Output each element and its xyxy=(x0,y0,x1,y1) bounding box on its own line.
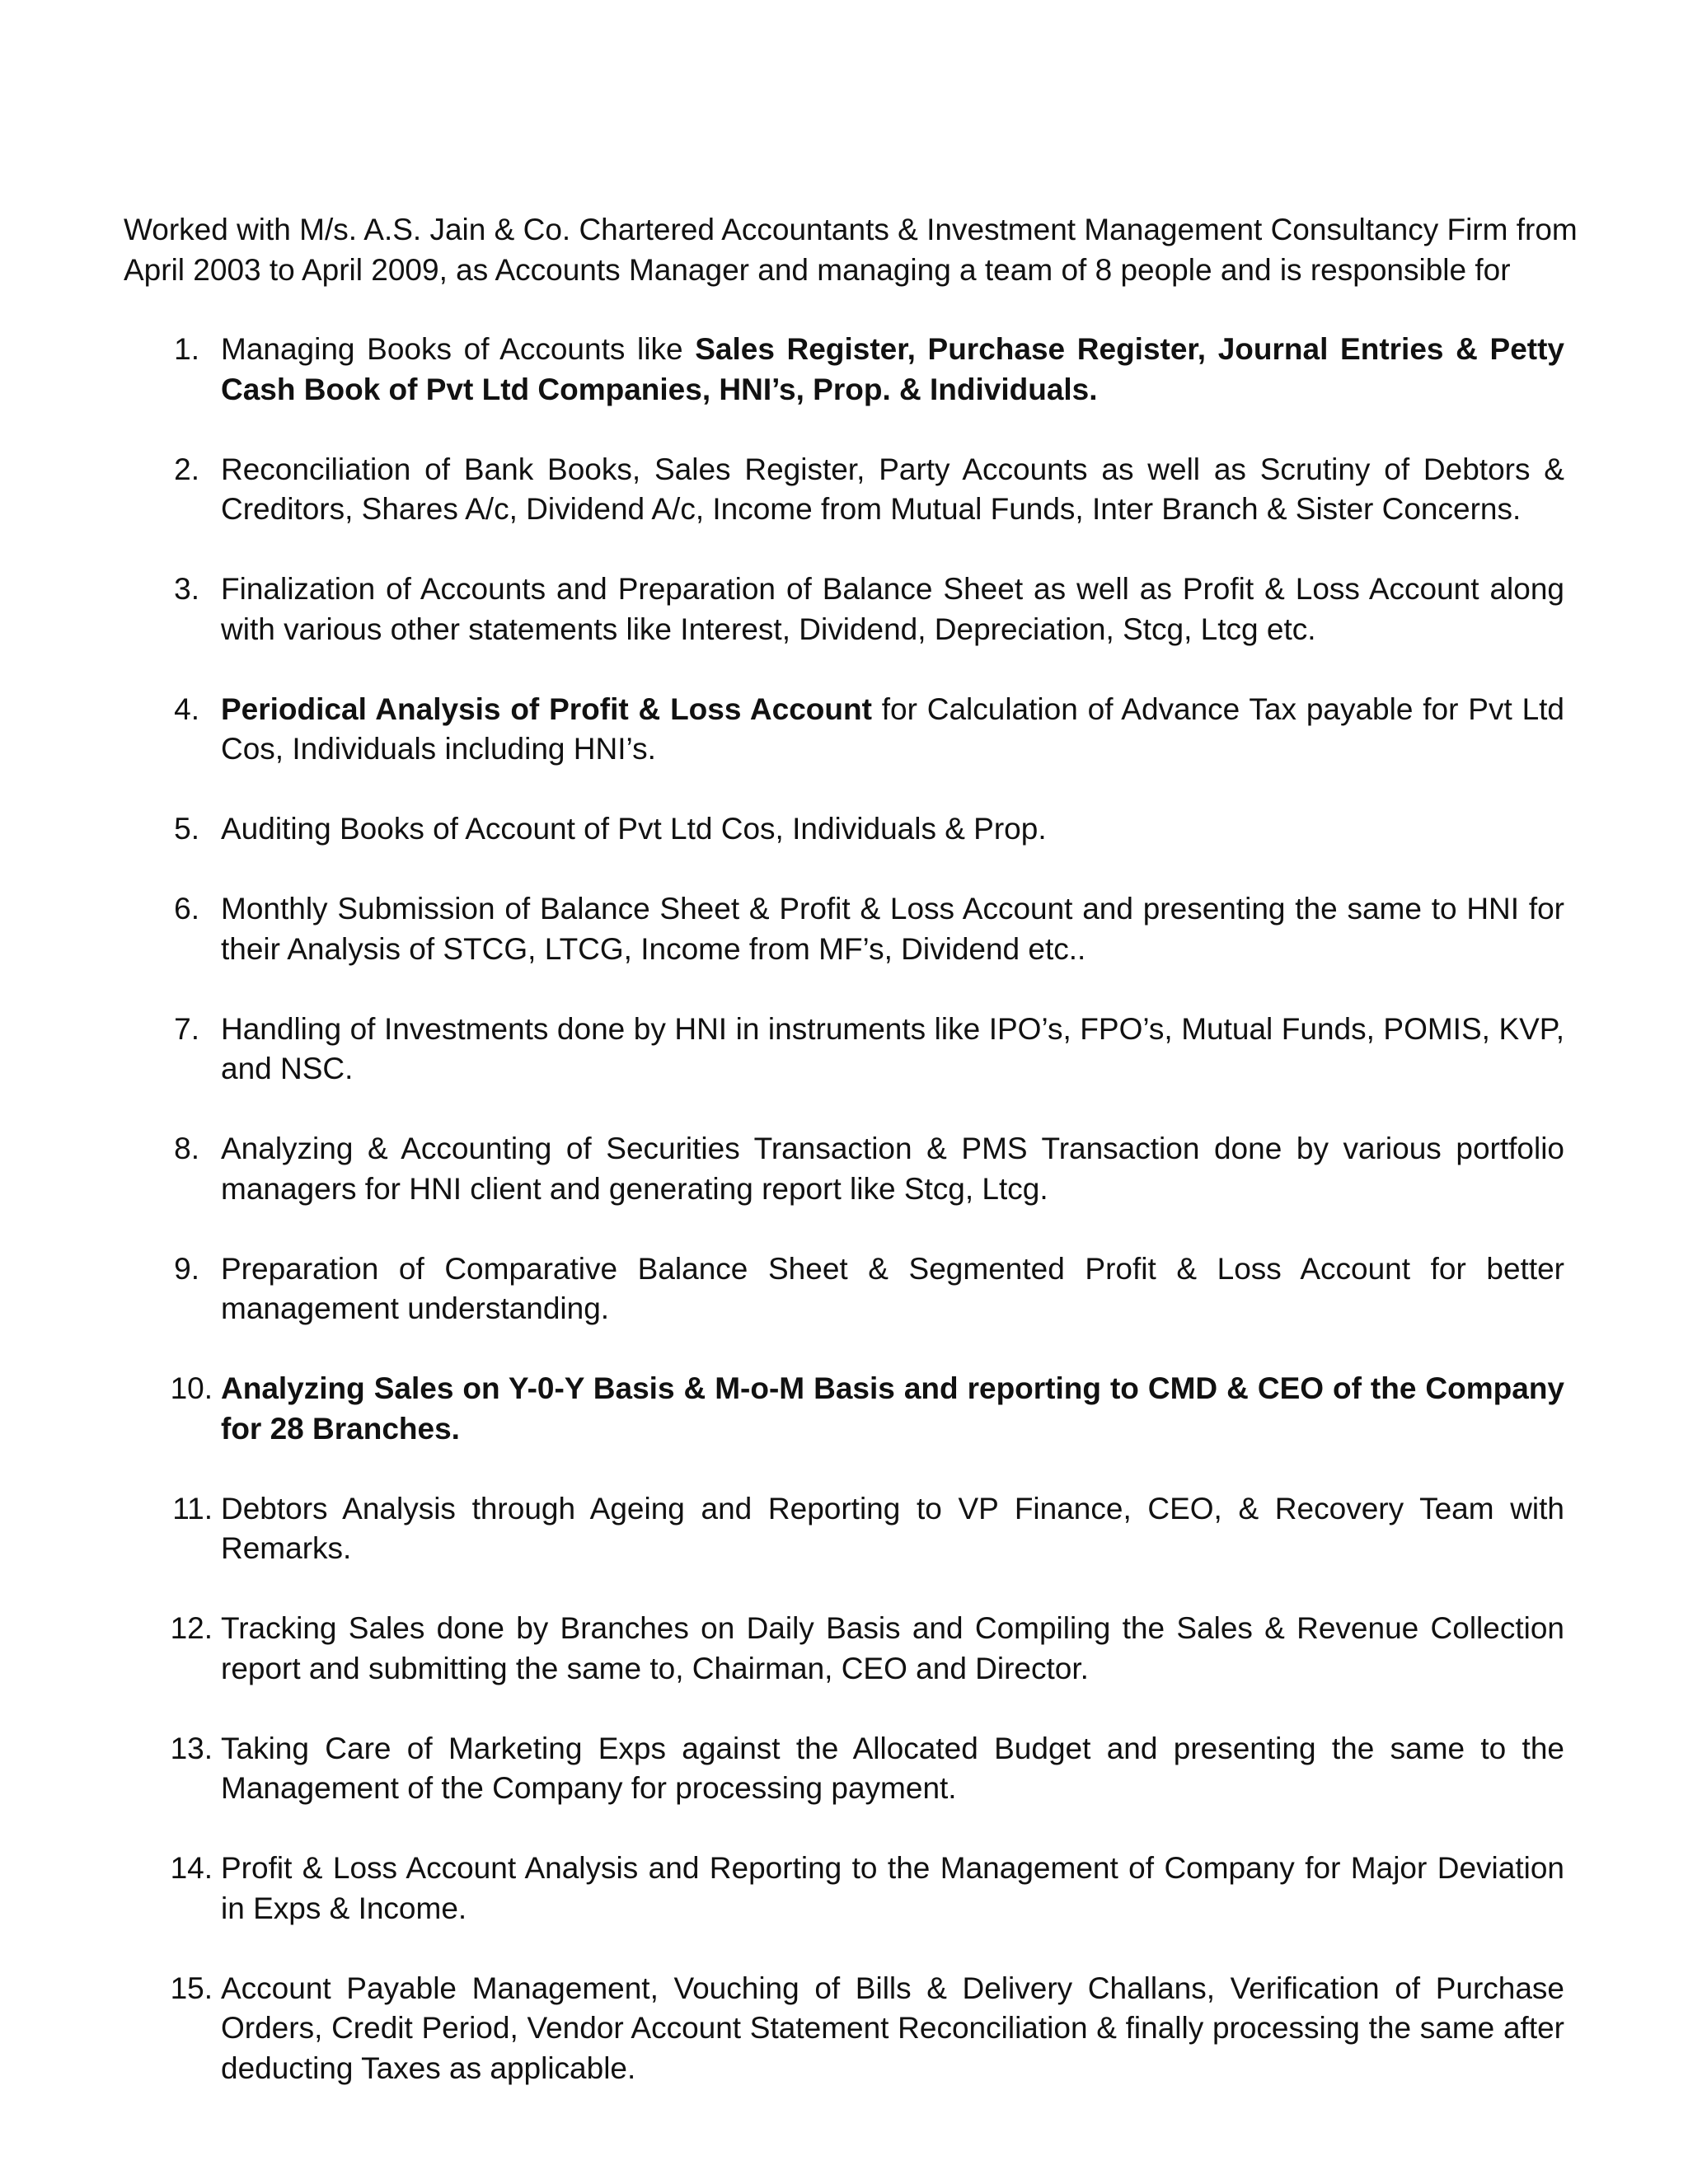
item-number: 14. xyxy=(170,1851,213,1885)
item-text-bold: Periodical Analysis of Profit & Loss Account xyxy=(221,691,872,726)
item-number: 7. xyxy=(174,1011,199,1046)
list-item xyxy=(124,1729,1564,1809)
item-text: Tracking Sales done by Branches on Daily Basis and Compiling the Sales & Revenue Collection report and submitting the same to, Chairman, CEO and Director. xyxy=(221,1611,1564,1685)
list-item xyxy=(124,1249,1564,1329)
item-text: Preparation of Comparative Balance Sheet & Segmented Profit & Loss Account for better management understanding. xyxy=(221,1251,1564,1325)
item-number: 6. xyxy=(174,892,199,926)
item-number: 3. xyxy=(174,572,199,606)
list-item xyxy=(124,889,1564,969)
intro-paragraph xyxy=(124,210,1578,290)
intro-line-2: April 2003 to April 2009, as Accounts Manager and managing a team of 8 people and is responsible for xyxy=(124,252,1511,287)
item-text-after: for Calculation of Advance Tax payable for Pvt Ltd Cos, Individuals including HNI’s. xyxy=(221,691,1564,766)
item-number: 9. xyxy=(174,1251,199,1286)
item-text: Taking Care of Marketing Exps against the Allocated Budget and presenting the same to the Management of the Company for processing payment. xyxy=(221,1731,1564,1805)
list-item xyxy=(124,809,1564,850)
intro-line-1: Worked with M/s. A.S. Jain & Co. Chartered Accountants & Investment Management Consultancy Firm from xyxy=(124,213,1578,246)
list-item xyxy=(124,569,1564,649)
item-number: 8. xyxy=(174,1132,199,1165)
item-text: Analyzing & Accounting of Securities Transaction & PMS Transaction done by various portfolio managers for HNI client and generating report like Stcg, Ltcg. xyxy=(221,1132,1564,1206)
list-item xyxy=(124,1369,1564,1449)
list-item xyxy=(124,1489,1564,1569)
item-text: Debtors Analysis through Ageing and Reporting to VP Finance, CEO, & Recovery Team with Remarks. xyxy=(221,1491,1564,1565)
item-number: 13. xyxy=(170,1731,213,1765)
item-number: 10. xyxy=(170,1371,213,1405)
list-item xyxy=(124,330,1564,410)
item-text-bold: Analyzing Sales on Y-0-Y Basis & M-o-M Basis and reporting to CMD & CEO of the Company for 28 Branches. xyxy=(221,1371,1564,1446)
list-item xyxy=(124,1129,1564,1209)
item-number: 15. xyxy=(170,1971,213,2005)
list-item xyxy=(124,1609,1564,1689)
list-item xyxy=(124,1969,1564,2089)
item-number: 4. xyxy=(174,691,199,726)
item-text: Reconciliation of Bank Books, Sales Register, Party Accounts as well as Scrutiny of Debtors & Creditors, Shares A/c, Dividend A/c, Income from Mutual Funds, Inter Branch & Sister Concerns. xyxy=(221,452,1564,526)
list-item xyxy=(124,690,1564,770)
item-text: Profit & Loss Account Analysis and Reporting to the Management of Company for Major Deviation in Exps & Income. xyxy=(221,1851,1564,1925)
list-item xyxy=(124,1010,1564,1090)
item-number: 5. xyxy=(174,812,199,846)
list-item xyxy=(124,1849,1564,1929)
item-text: Monthly Submission of Balance Sheet & Profit & Loss Account and presenting the same to HNI for their Analysis of STCG, LTCG, Income from MF’s, Dividend etc.. xyxy=(221,892,1564,966)
item-number: 2. xyxy=(174,452,199,486)
item-number: 1. xyxy=(174,332,199,366)
document-page xyxy=(124,210,1578,2129)
item-text: Auditing Books of Account of Pvt Ltd Cos, Individuals & Prop. xyxy=(221,812,1047,846)
item-text: Finalization of Accounts and Preparation of Balance Sheet as well as Profit & Loss Account along with various other statements like Interest, Dividend, Depreciation, Stcg, Ltcg etc. xyxy=(221,572,1564,646)
item-text-bold: Sales Register, Purchase Register, Journal Entries & Petty Cash Book of Pvt Ltd Companies, HNI’s, Prop. & Individuals. xyxy=(221,332,1564,406)
responsibilities-list xyxy=(124,330,1564,2088)
item-text: Account Payable Management, Vouching of Bills & Delivery Challans, Verification of Purchase Orders, Credit Period, Vendor Account Statement Reconciliation & finally processing the same after deducting Taxes as applicable. xyxy=(221,1971,1564,2085)
item-number: 11. xyxy=(172,1491,213,1526)
item-text: Handling of Investments done by HNI in instruments like IPO’s, FPO’s, Mutual Funds, POMIS, KVP, and NSC. xyxy=(221,1011,1564,1085)
list-item xyxy=(124,450,1564,530)
item-text: Managing Books of Accounts like xyxy=(221,332,696,366)
item-number: 12. xyxy=(170,1611,213,1645)
